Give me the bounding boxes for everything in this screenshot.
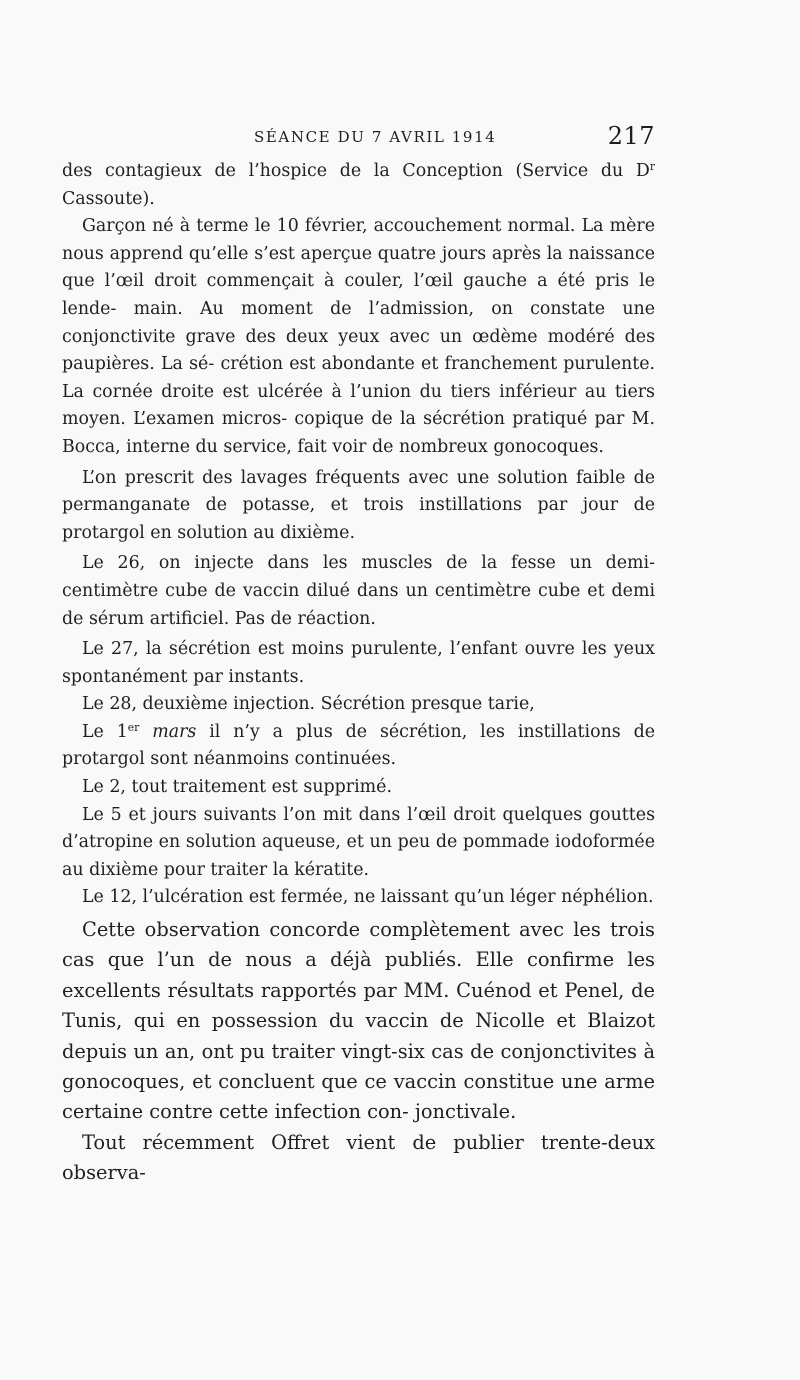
text-line: Le 27, la sécrétion est moins purulente, l’enfant ouvre les yeux [82,639,655,660]
paragraph [62,465,655,548]
discussion [62,915,655,1189]
page-header [62,122,655,148]
text-line: du vaccin de Nicolle et Blaizot depuis un an, ont pu traiter [62,1009,656,1063]
text-line: que l’œil droit commençait à couler, l’œil gauche a été pris le lende- [62,271,655,319]
text-line: main. Au moment de l’admission, on constate une conjonctivite [62,298,656,347]
text-line: Le 26, on injecte dans les muscles de la fesse un demi-centimètre [62,553,655,601]
text-line: Garçon né à terme le 10 février, accouchement normal. La mère [82,216,655,237]
text-line: spontanément par instants. [62,666,305,687]
paragraph [62,884,655,912]
text-line: nous apprend qu’elle s’est aperçue quatre jours après la naissance [62,243,655,264]
text-line: sont néanmoins continuées. [150,749,397,770]
paragraph [62,213,655,461]
page-number: 217 [607,122,655,150]
text-line: Le 1 [82,721,128,742]
text-line: Cassoute). [62,188,155,209]
text-line: Le 5 et jours suivants l’on mit dans l’œil droit quelques gouttes [82,804,655,825]
paragraph [62,915,655,1128]
text-line: en solution au dixième. [150,522,355,543]
paragraph [62,719,655,774]
text-line: permanganate de potasse, et trois instillations par jour de protargol [62,495,655,543]
superscript: r [649,160,655,174]
text-line: L’on prescrit des lavages fréquents avec une solution faible de [82,467,655,488]
text-line: fait voir de nombreux gonocoques. [297,436,604,457]
text-line: il n’y a plus de sécrétion, les instillations de protargol [62,721,656,770]
text-line: des contagieux de l’hospice de la Conception (Service du D [62,161,650,181]
text-line: grave des deux yeux avec un œdème modéré des paupières. La sé- [62,326,655,375]
text-line: copique de la sécrétion pratiqué par M. Bocca, interne du service, [62,409,655,457]
text-line: rapportés par MM. Cuénod et Penel, de Tunis, qui en possession [62,978,655,1033]
text-line: ulcérée à l’union du tiers inférieur au tiers moyen. L’examen micros- [62,381,655,430]
paragraph [62,158,655,213]
paragraph [62,774,655,802]
text-line: Cette observation concorde complètement avec les trois cas que [62,918,655,972]
text-line: Tout récemment Offret vient de publier trente-deux observa- [62,1130,655,1185]
paragraph [62,1128,655,1189]
text-line: l’un de nous a déjà publiés. Elle confirme les excellents résultats [62,948,656,1002]
superscript: er [127,720,140,734]
running-head: SÉANCE DU 7 AVRIL 1914 [254,128,497,146]
paragraph [62,802,655,885]
text-line: cube de vaccin dilué dans un centimètre cube et demi de sérum [62,580,656,629]
text-line: crétion est abondante et franchement purulente. La cornée droite est [62,354,656,402]
italic-text: mars [139,721,197,742]
case-report [62,158,655,912]
text-line: jonctivale. [414,1100,517,1124]
text-line: d’atropine en solution aqueuse, et un peu de pommade iodoformée [62,832,655,853]
text-line: Le 2, tout traitement est supprimé. [82,777,392,798]
paragraph [62,636,655,691]
paragraph [62,691,655,719]
text-line: vaccin constitue une arme certaine contre cette infection con- [62,1070,655,1124]
text-line: vingt-six cas de conjonctivites à gonocoques, et concluent que ce [62,1039,656,1094]
text-line: Le 28, deuxième injection. Sécrétion presque tarie, [82,694,535,715]
text-line: Le 12, l’ulcération est fermée, ne laissant qu’un léger néphélion. [82,887,654,908]
paragraph [62,550,655,633]
text-line: artificiel. Pas de réaction. [149,608,376,629]
text-line: au dixième pour traiter la kératite. [62,859,370,880]
